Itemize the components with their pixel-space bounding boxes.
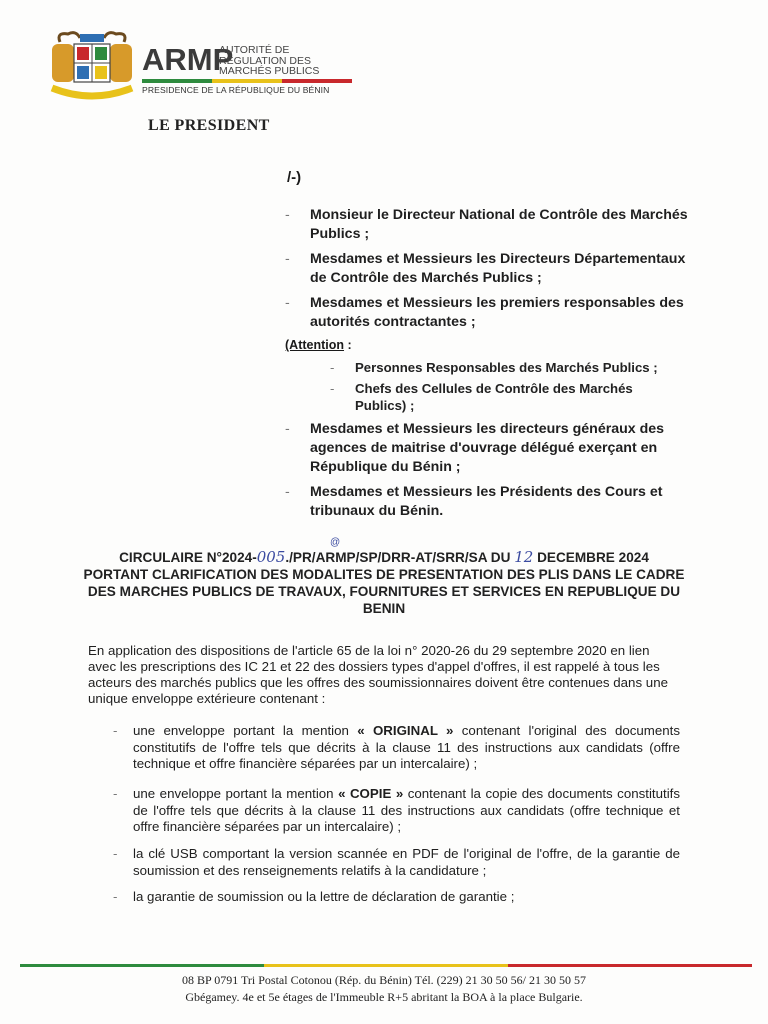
- recipient-text: Mesdames et Messieurs les directeurs généraux des agences de maitrise d'ouvrage délégué exerçant en République du Bénin ;: [310, 421, 665, 475]
- list-dash: -: [285, 295, 290, 311]
- attention-item-text: Chefs des Cellules de Contrôle des Marchés Publics) ;: [355, 381, 633, 413]
- flag-red: [282, 79, 352, 83]
- flag-green: [142, 79, 212, 83]
- flag-yellow: [212, 79, 282, 83]
- attention-word: (Attention: [285, 338, 345, 352]
- intro-paragraph: En application des dispositions de l'article 65 de la loi n° 2020-26 du 29 septembre 2020 en lien avec les prescriptions des IC 21 et 22 des dossiers types d'appel d'offres, il est rappelé à tous les acteurs des marchés publics que les offres des soumissionnaires doivent être contenues dans une unique enveloppe extérieure contenant :: [88, 643, 668, 706]
- signatory-heading: LE PRESIDENT: [148, 117, 270, 134]
- item-text-before: une enveloppe portant la mention: [133, 723, 358, 738]
- authority-name: [219, 45, 319, 77]
- circulaire-date: DECEMBRE 2024: [533, 550, 649, 565]
- circulaire-middle: ./PR/ARMP/SP/DRR-AT/SRR/SA DU: [285, 550, 515, 565]
- recipient-text: Mesdames et Messieurs les Présidents des Cours et tribunaux du Bénin.: [310, 484, 663, 519]
- list-dash: -: [113, 786, 118, 801]
- list-dash: -: [285, 251, 290, 267]
- circulaire-day: 12: [514, 548, 534, 566]
- list-dash: -: [285, 207, 290, 223]
- recipient-item: [285, 206, 690, 244]
- list-dash: -: [113, 846, 118, 861]
- footer-address: [0, 972, 768, 1006]
- footer-color-bar: [20, 964, 752, 967]
- recipient-item: [285, 294, 690, 332]
- item-text-after: contenant la copie des documents constitutifs de l'offre tels que décrits à la clause 11 des instructions aux candidats (offre technique et offre financière séparées par un intercalaire) ;: [133, 786, 681, 834]
- circulaire-subject: PORTANT CLARIFICATION DES MODALITES DE PRESENTATION DES PLIS DANS LE CADRE DES MARCHES PUBLICS DE TRAVAUX, FOURNITURES ET SERVICES EN REPUBLIQUE DU BENIN: [83, 567, 685, 616]
- content-item: [88, 846, 680, 879]
- footer-line-1: 08 BP 0791 Tri Postal Cotonou (Rép. du Bénin) Tél. (229) 21 30 50 56/ 21 30 50 57: [181, 973, 586, 987]
- item-text-after: contenant l'original des documents constitutifs de l'offre tels que décrits à la clause 11 des instructions aux candidats (offre technique et offre financière séparées par un intercalaire) ;: [133, 723, 681, 771]
- handwritten-mark: @: [330, 537, 341, 548]
- authority-line: RÉGULATION DES: [219, 54, 311, 67]
- footer-line-2: Gbégamey. 4e et 5e étages de l'Immeuble R+5 abritant la BOA à la place Bulgarie.: [185, 990, 583, 1004]
- benin-coat-of-arms-emblem: [46, 28, 138, 108]
- recipient-text: Mesdames et Messieurs les Directeurs Départementaux de Contrôle des Marchés Publics ;: [310, 251, 686, 286]
- attention-item: [330, 359, 675, 376]
- content-item: [88, 786, 680, 836]
- footer-bar-green: [20, 964, 264, 967]
- item-mention: « COPIE »: [338, 786, 404, 801]
- content-item-text: [133, 786, 680, 836]
- content-item-text: [133, 723, 680, 773]
- item-text-before: une enveloppe portant la mention: [133, 786, 339, 801]
- recipient-text: Mesdames et Messieurs les premiers responsables des autorités contractantes ;: [310, 295, 684, 330]
- list-dash: -: [330, 360, 335, 375]
- list-dash: -: [113, 889, 118, 904]
- content-item: [88, 889, 680, 906]
- footer-bar-yellow: [264, 964, 508, 967]
- circulaire-reference: [70, 549, 698, 566]
- attention-item-text: Personnes Responsables des Marchés Publics ;: [355, 360, 658, 375]
- attention-colon: :: [344, 338, 352, 352]
- list-dash: -: [285, 421, 290, 437]
- authority-line: AUTORITÉ DE: [219, 44, 290, 56]
- footer-bar-red: [508, 964, 752, 967]
- armp-logo-text: ARMP: [142, 42, 234, 77]
- item-mention: « ORIGINAL »: [357, 723, 454, 738]
- list-dash: -: [330, 381, 335, 396]
- circulaire-title: [70, 549, 698, 617]
- content-item-text: la garantie de soumission ou la lettre de déclaration de garantie ;: [133, 889, 515, 904]
- address-marker: /-): [287, 169, 302, 186]
- list-dash: -: [113, 723, 118, 738]
- circulaire-prefix: CIRCULAIRE N°2024-: [119, 550, 257, 565]
- attention-label: [285, 338, 352, 352]
- recipient-item: [285, 420, 690, 477]
- authority-line: MARCHÉS PUBLICS: [219, 65, 320, 77]
- flag-color-bar: [142, 79, 352, 83]
- content-item: [88, 723, 680, 773]
- recipient-text: Monsieur le Directeur National de Contrôle des Marchés Publics ;: [310, 207, 688, 242]
- list-dash: -: [285, 484, 290, 500]
- content-item-text: la clé USB comportant la version scannée en PDF de l'original de l'offre, de la garantie de soumission et des renseignements relatifs à la candidature ;: [133, 846, 680, 878]
- circulaire-number: 005: [256, 548, 286, 566]
- recipient-item: [285, 250, 690, 288]
- presidence-line: PRESIDENCE DE LA RÉPUBLIQUE DU BÉNIN: [142, 85, 330, 95]
- attention-item: [330, 380, 675, 414]
- recipient-item: [285, 483, 690, 521]
